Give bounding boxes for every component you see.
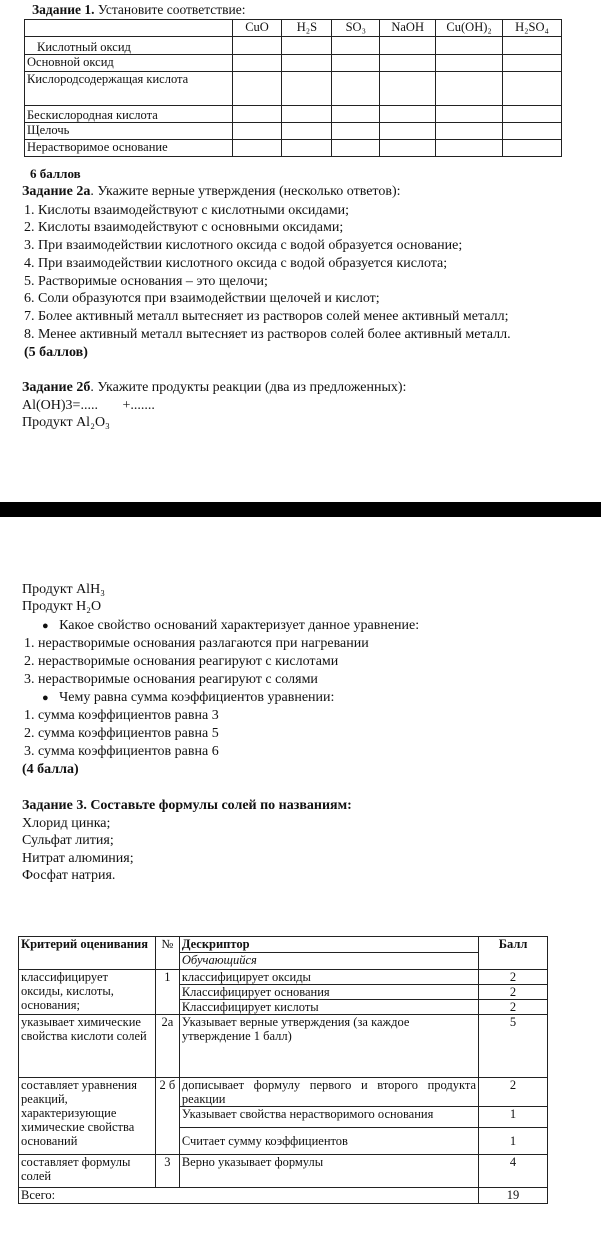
rubric-header-learner: Обучающийся <box>179 953 478 970</box>
task2a-title-bold: Задание 2а <box>22 184 91 199</box>
rubric-descriptor: Классифицирует кислоты <box>179 1000 478 1015</box>
rubric-header-row <box>19 937 548 953</box>
task2b-title <box>22 380 406 396</box>
task1-table <box>24 19 562 157</box>
task1-row <box>25 106 562 123</box>
task2b-product: Продукт AlH₃ <box>22 582 106 597</box>
task1-row-label: Кислотный оксид <box>25 37 233 55</box>
task1-col: H₂SO₄ <box>503 20 562 37</box>
rubric-score: 2 <box>479 985 548 1000</box>
rubric-descriptor: Классифицирует основания <box>179 985 478 1000</box>
task2a-item: 4. При взаимодействии кислотного оксида с водой образуется кислота; <box>24 256 448 271</box>
task2b-bullet1 <box>42 617 419 635</box>
task2b-bullet2-text: Чему равна сумма коэффициентов уравнении: <box>59 690 335 705</box>
task1-row <box>25 37 562 55</box>
rubric-score: 5 <box>479 1015 548 1078</box>
bullet-icon: ● <box>42 692 49 704</box>
task1-col: Cu(OH)₂ <box>436 20 503 37</box>
rubric-row <box>19 970 548 985</box>
task2b-points: (4 балла) <box>22 762 79 777</box>
rubric-number: 1 <box>155 970 179 1015</box>
task1-points: 6 баллов <box>30 166 81 181</box>
task3-item: Фосфат натрия. <box>22 868 116 883</box>
task1-col: H₂S <box>282 20 332 37</box>
rubric-row <box>19 1078 548 1107</box>
rubric-criterion: указывает химические свойства кислоти солей <box>19 1015 156 1078</box>
task2b-option: 1. сумма коэффициентов равна 3 <box>24 708 219 723</box>
rubric-criterion: составляет уравнения реакций, характеризующие химические свойства оснований <box>19 1078 156 1155</box>
task2b-option: 2. сумма коэффициентов равна 5 <box>24 726 219 741</box>
task2b-option: 3. сумма коэффициентов равна 6 <box>24 744 219 759</box>
rubric-criterion: классифицирует оксиды, кислоты, основания; <box>19 970 156 1015</box>
task1-row-label: Основной оксид <box>25 55 233 72</box>
task2a-item: 6. Соли образуются при взаимодействии щелочей и кислот; <box>24 291 380 306</box>
rubric-total-row <box>19 1188 548 1204</box>
task1-row <box>25 55 562 72</box>
task1-title-rest: Установите соответствие: <box>94 2 246 17</box>
task1-row-label: Бескислородная кислота <box>25 106 233 123</box>
rubric-total-value: 19 <box>479 1188 548 1204</box>
rubric-descriptor: Считает сумму коэффициентов <box>179 1128 478 1155</box>
task2b-title-bold: Задание 2б <box>22 380 91 395</box>
task1-row-label: Нерастворимое основание <box>25 140 233 157</box>
task2a-item-text: 8. Менее активный металл вытесняет из растворов солей более активный металл. <box>24 327 511 342</box>
task2a-item: 1. Кислоты взаимодействуют с кислотными оксидами; <box>24 203 349 218</box>
rubric-number: 2 б <box>155 1078 179 1155</box>
rubric-header-descriptor: Дескриптор <box>179 937 478 953</box>
task2b-equation: Al(OH)3=..... +....... <box>22 398 155 413</box>
task1-row <box>25 72 562 106</box>
rubric-score: 2 <box>479 1000 548 1015</box>
task2a-item: 3. При взаимодействии кислотного оксида с водой образуется основание; <box>24 238 463 253</box>
task1-row-label: Кислородсодержащая кислота <box>25 72 233 106</box>
task2b-option: 1. нерастворимые основания разлагаются при нагревании <box>24 636 369 651</box>
task1-header-row <box>25 20 562 37</box>
task2b-title-rest: . Укажите продукты реакции (два из предложенных): <box>90 380 407 395</box>
rubric-number: 2а <box>155 1015 179 1078</box>
task1-row-label: Щелочь <box>25 123 233 140</box>
rubric-score: 1 <box>479 1107 548 1128</box>
page-separator-band <box>0 502 601 517</box>
task1-col: NaOH <box>380 20 436 37</box>
task2b-option: 2. нерастворимые основания реагируют с кислотами <box>24 654 339 669</box>
rubric-descriptor: Указывает свойства нерастворимого основания <box>179 1107 478 1128</box>
task1-col: CuO <box>232 20 282 37</box>
rubric-descriptor: Верно указывает формулы <box>179 1155 478 1188</box>
task2b-bullet2 <box>42 689 334 707</box>
task2a-points: (5 баллов) <box>24 345 88 360</box>
task1-title-bold: Задание 1. <box>32 2 95 17</box>
task1-row <box>25 123 562 140</box>
task3-item: Сульфат лития; <box>22 833 114 848</box>
task2a-item: 5. Растворимые основания – это щелочи; <box>24 274 268 289</box>
task2a-title-rest: . Укажите верные утверждения (несколько ответов): <box>90 184 401 199</box>
rubric-number: 3 <box>155 1155 179 1188</box>
rubric-score: 4 <box>479 1155 548 1188</box>
task2b-product: Продукт H₂O <box>22 599 102 614</box>
rubric-descriptor: классифицирует оксиды <box>179 970 478 985</box>
task3-item: Хлорид цинка; <box>22 816 111 831</box>
rubric-criterion: составляет формулы солей <box>19 1155 156 1188</box>
rubric-descriptor: дописывает формулу первого и второго продукта реакции <box>179 1078 478 1107</box>
task3-title: Задание 3. Составьте формулы солей по названиям: <box>22 798 352 813</box>
task2b-bullet1-text: Какое свойство оснований характеризует данное уравнение: <box>59 618 420 633</box>
task2a-item <box>24 326 511 343</box>
task2a-item: 7. Более активный металл вытесняет из растворов солей менее активный металл; <box>24 309 509 324</box>
rubric-score: 2 <box>479 970 548 985</box>
rubric-score: 1 <box>479 1128 548 1155</box>
task2a-title <box>22 184 401 200</box>
rubric-descriptor: Указывает верные утверждения (за каждое утверждение 1 балл) <box>179 1015 478 1078</box>
rubric-total-label: Всего: <box>19 1188 479 1204</box>
rubric-row <box>19 1015 548 1078</box>
rubric-row <box>19 1155 548 1188</box>
task1-row <box>25 140 562 157</box>
rubric-header-score: Балл <box>479 937 548 970</box>
task1-header-blank <box>25 20 233 37</box>
task3-item: Нитрат алюминия; <box>22 851 134 866</box>
bullet-icon: ● <box>42 620 49 632</box>
task1-title <box>32 2 246 18</box>
rubric-header-criterion: Критерий оценивания <box>19 937 156 970</box>
rubric-score: 2 <box>479 1078 548 1107</box>
task2b-product: Продукт Al₂O₃ <box>22 415 110 430</box>
task2a-item: 2. Кислоты взаимодействуют с основными оксидами; <box>24 220 344 235</box>
rubric-header-number: № <box>155 937 179 970</box>
task2b-option: 3. нерастворимые основания реагируют с солями <box>24 672 318 687</box>
task1-col: SO₃ <box>332 20 380 37</box>
rubric-table <box>18 936 548 1204</box>
